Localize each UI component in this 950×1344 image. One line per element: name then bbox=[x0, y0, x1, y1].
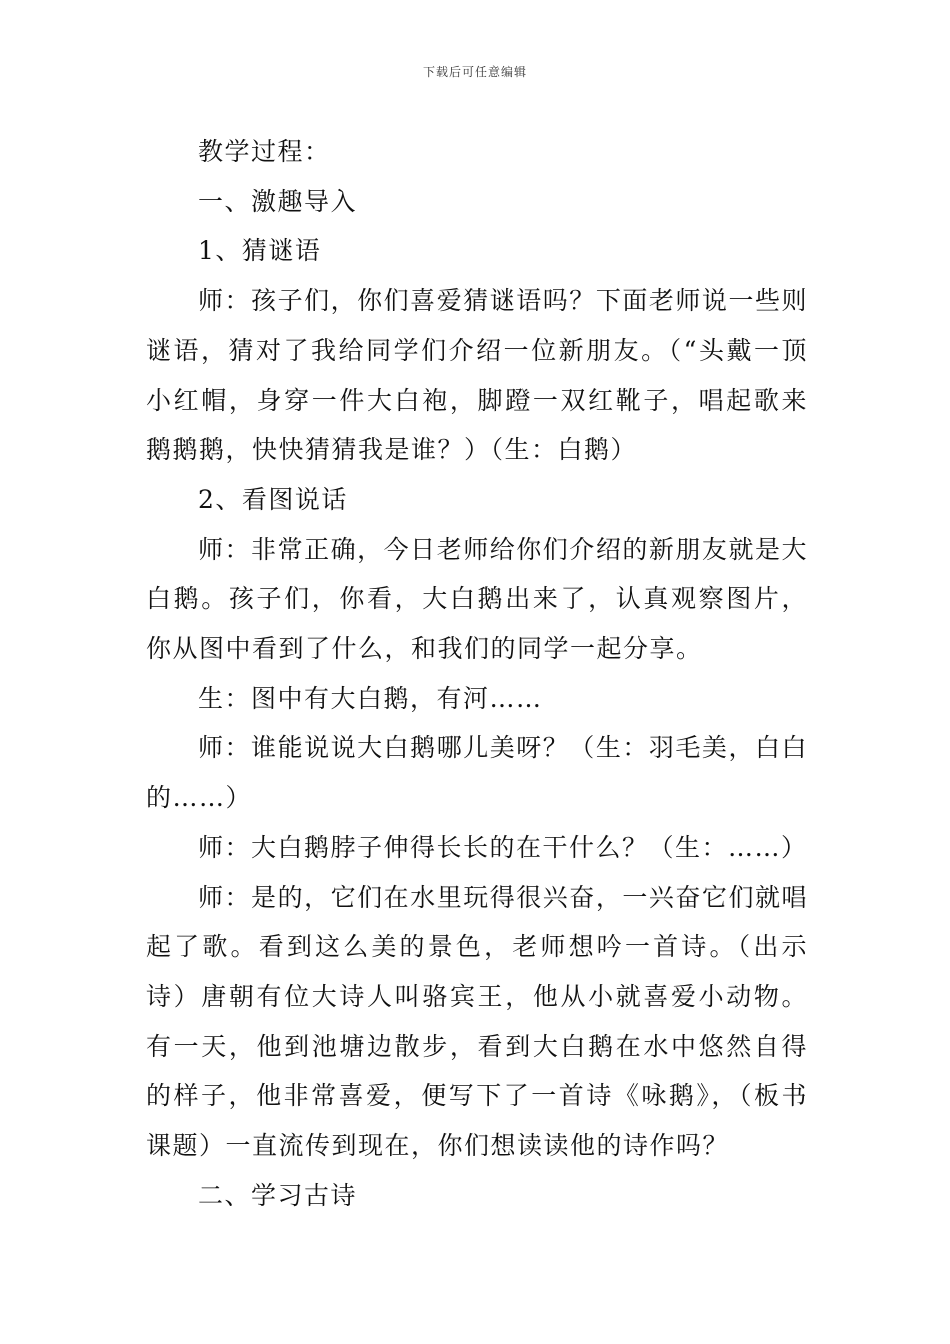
paragraph-teacher-intro: 师：非常正确，今日老师给你们介绍的新朋友就是大白鹅。孩子们，你看，大白鹅出来了，认真观察图片，你从图中看到了什么，和我们的同学一起分享。 bbox=[146, 534, 808, 664]
document-body bbox=[146, 127, 808, 1220]
paragraph-poem-intro: 师：是的，它们在水里玩得很兴奋，一兴奋它们就唱起了歌。看到这么美的景色，老师想吟一首诗。（出示诗）唐朝有位大诗人叫骆宾王，他从小就喜爱小动物。有一天，他到池塘边散步，看到大白鹅在水中悠然自得的样子，他非常喜爱，便写下了一首诗《咏鹅》，（板书课题）一直流传到现在，你们想读读他的诗作吗？ bbox=[146, 882, 808, 1161]
heading-subsection-picture-talk: 2、看图说话 bbox=[198, 484, 348, 514]
page-header-note: 下载后可任意编辑 bbox=[422, 65, 527, 79]
heading-section-1: 一、激趣导入 bbox=[198, 186, 358, 216]
heading-section-2: 二、学习古诗 bbox=[198, 1180, 358, 1210]
paragraph-teacher-question-neck: 师：大白鹅脖子伸得长长的在干什么？（生：……） bbox=[198, 832, 808, 862]
paragraph-student-answer: 生：图中有大白鹅，有河…… bbox=[198, 683, 543, 713]
paragraph-teaching-process: 教学过程： bbox=[198, 137, 331, 166]
heading-subsection-riddle: 1、猜谜语 bbox=[198, 236, 322, 266]
paragraph-riddle: 师：孩子们，你们喜爱猜谜语吗？下面老师说一些则谜语，猜对了我给同学们介绍一位新朋友。（“头戴一顶小红帽，身穿一件大白袍，脚蹬一双红靴子，唱起歌来鹅鹅鹅，快快猜猜我是谁？）（生：白鹅） bbox=[146, 286, 808, 465]
paragraph-teacher-question-beauty: 师：谁能说说大白鹅哪儿美呀？（生：羽毛美，白白的……） bbox=[146, 733, 808, 813]
